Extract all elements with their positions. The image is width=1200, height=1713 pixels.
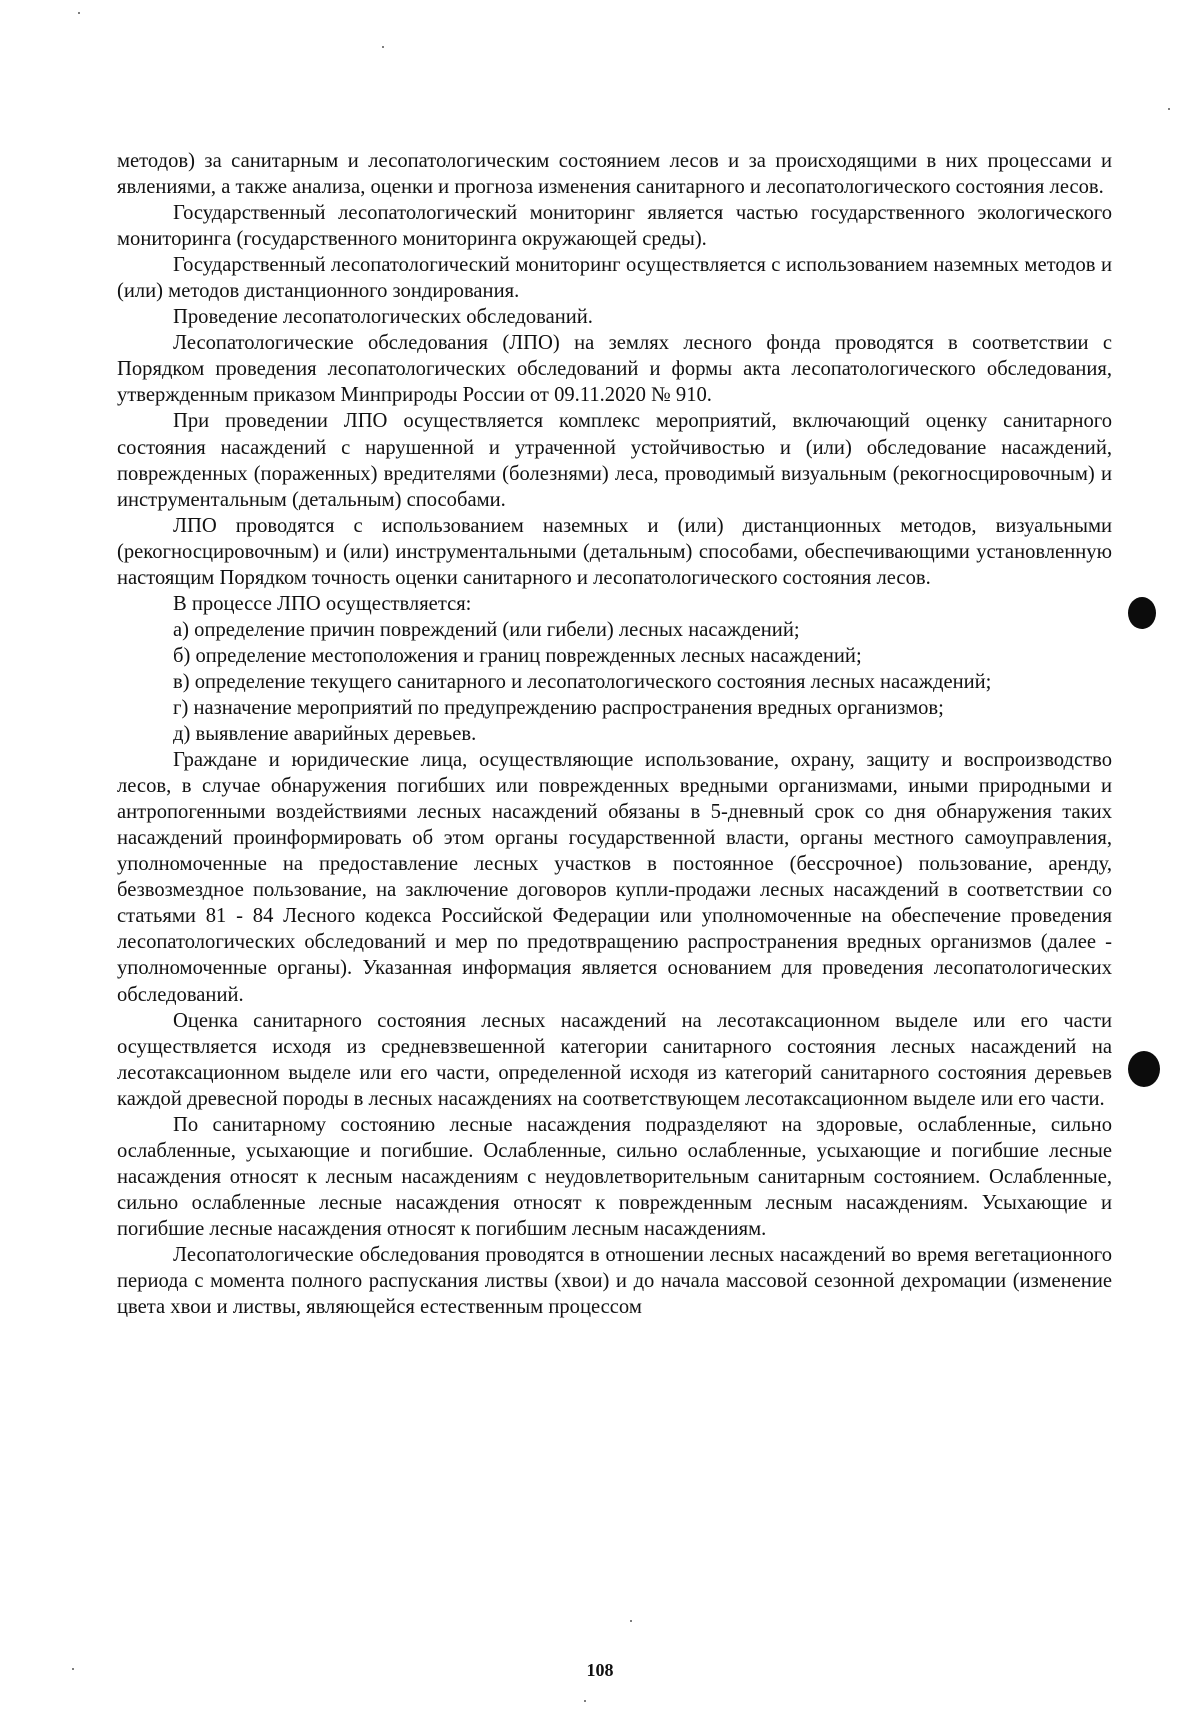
scan-speck [630,1620,632,1622]
paragraph-lpo-order: Лесопатологические обследования (ЛПО) на землях лесного фонда проводятся в соответствии с Порядком проведения лесопатологических обследований и формы акта лесопатологического обследования, утвержденным приказом Минприроды России от 09.11.2020 № 910. [117,332,1112,407]
document-body [117,148,1112,1320]
paragraph-section-heading: Проведение лесопатологических обследований. [173,306,593,329]
scan-speck [382,46,384,48]
list-item-a: а) определение причин повреждений (или гибели) лесных насаждений; [173,618,800,641]
paragraph-monitoring-part: Государственный лесопатологический мониторинг является частью государственного экологического мониторинга (государственного мониторинга окружающей среды). [117,202,1112,251]
paragraph-lpo-measures: При проведении ЛПО осуществляется комплекс мероприятий, включающий оценку санитарного состояния насаждений с нарушенной и утраченной устойчивостью и (или) обследование насаждений, поврежденных (пораженных) вредителями (болезнями) леса, проводимый визуальным (рекогносцировочным) и инструментальным (детальным) способами. [117,410,1112,511]
scan-speck [584,1700,586,1702]
paragraph-lpo-process-intro: В процессе ЛПО осуществляется: [173,592,472,615]
list-item-g: г) назначение мероприятий по предупреждению распространения вредных организмов; [173,696,944,719]
paragraph-sanitary-categories: По санитарному состоянию лесные насаждения подразделяют на здоровые, ослабленные, сильно ослабленные, усыхающие и погибшие. Ослабленные, сильно ослабленные, усыхающие и погибшие лесные насаждения относят к лесным насаждениям с неудовлетворительным санитарным состоянием. Ослабленные, сильно ослабленные лесные насаждения относят к поврежденным лесным насаждениям. Усыхающие и погибшие лесные насаждения относят к погибшим лесным насаждениям. [117,1113,1112,1240]
paragraph-monitoring-methods: Государственный лесопатологический мониторинг осуществляется с использованием наземных методов и (или) методов дистанционного зондирования. [117,254,1112,303]
paragraph-citizens-obligation: Граждане и юридические лица, осуществляющие использование, охрану, защиту и воспроизводство лесов, в случае обнаружения погибших или поврежденных вредными организмами, иными природными и антропогенными воздействиями лесных насаждений обязаны в 5-дневный срок со дня обнаружения таких насаждений проинформировать об этом органы государственной власти, органы местного самоуправления, уполномоченные на предоставление лесных участков в постоянное (бессрочное) пользование, аренду, безвозмездное пользование, на заключение договоров купли-продажи лесных насаждений в соответствии со статьями 81 - 84 Лесного кодекса Российской Федерации или уполномоченные на обеспечение проведения лесопатологических обследований и мер по предотвращению распространения вредных организмов (далее - уполномоченные органы). Указанная информация является основанием для проведения лесопатологических обследований. [117,749,1112,1006]
paragraph-lpo-methods: ЛПО проводятся с использованием наземных и (или) дистанционных методов, визуальными (рекогносцировочным) и (или) инструментальными (детальным) способами, обеспечивающими установленную настоящим Порядком точность оценки санитарного и лесопатологического состояния лесов. [117,514,1112,589]
list-item-v: в) определение текущего санитарного и лесопатологического состояния лесных насаждений; [173,670,992,693]
scan-speck [72,1668,74,1670]
scan-speck [1168,108,1170,110]
paragraph-survey-timing: Лесопатологические обследования проводятся в отношении лесных насаждений во время вегетационного периода с момента полного распускания листвы (хвои) и до начала массовой сезонной дехромации (изменение цвета хвои и листвы, являющейся естественным процессом [117,1243,1112,1319]
punch-hole-mark [1128,1051,1160,1087]
paragraph-continuation: методов) за санитарным и лесопатологическим состоянием лесов и за происходящими в них процессами и явлениями, а также анализа, оценки и прогноза изменения санитарного и лесопатологического состояния лесов. [117,150,1112,199]
paragraph-sanitary-assessment: Оценка санитарного состояния лесных насаждений на лесотаксационном выделе или его части осуществляется исходя из средневзвешенной категории санитарного состояния лесных насаждений на лесотаксационном выделе или его части, определенной исходя из категорий санитарного состояния деревьев каждой древесной породы в лесных насаждениях на соответствующем лесотаксационном выделе или его части. [117,1009,1112,1110]
list-item-b: б) определение местоположения и границ поврежденных лесных насаждений; [173,644,862,667]
page-number: 108 [586,1660,614,1680]
scan-speck [78,12,80,14]
punch-hole-mark [1128,597,1156,629]
list-item-d: д) выявление аварийных деревьев. [173,723,477,746]
